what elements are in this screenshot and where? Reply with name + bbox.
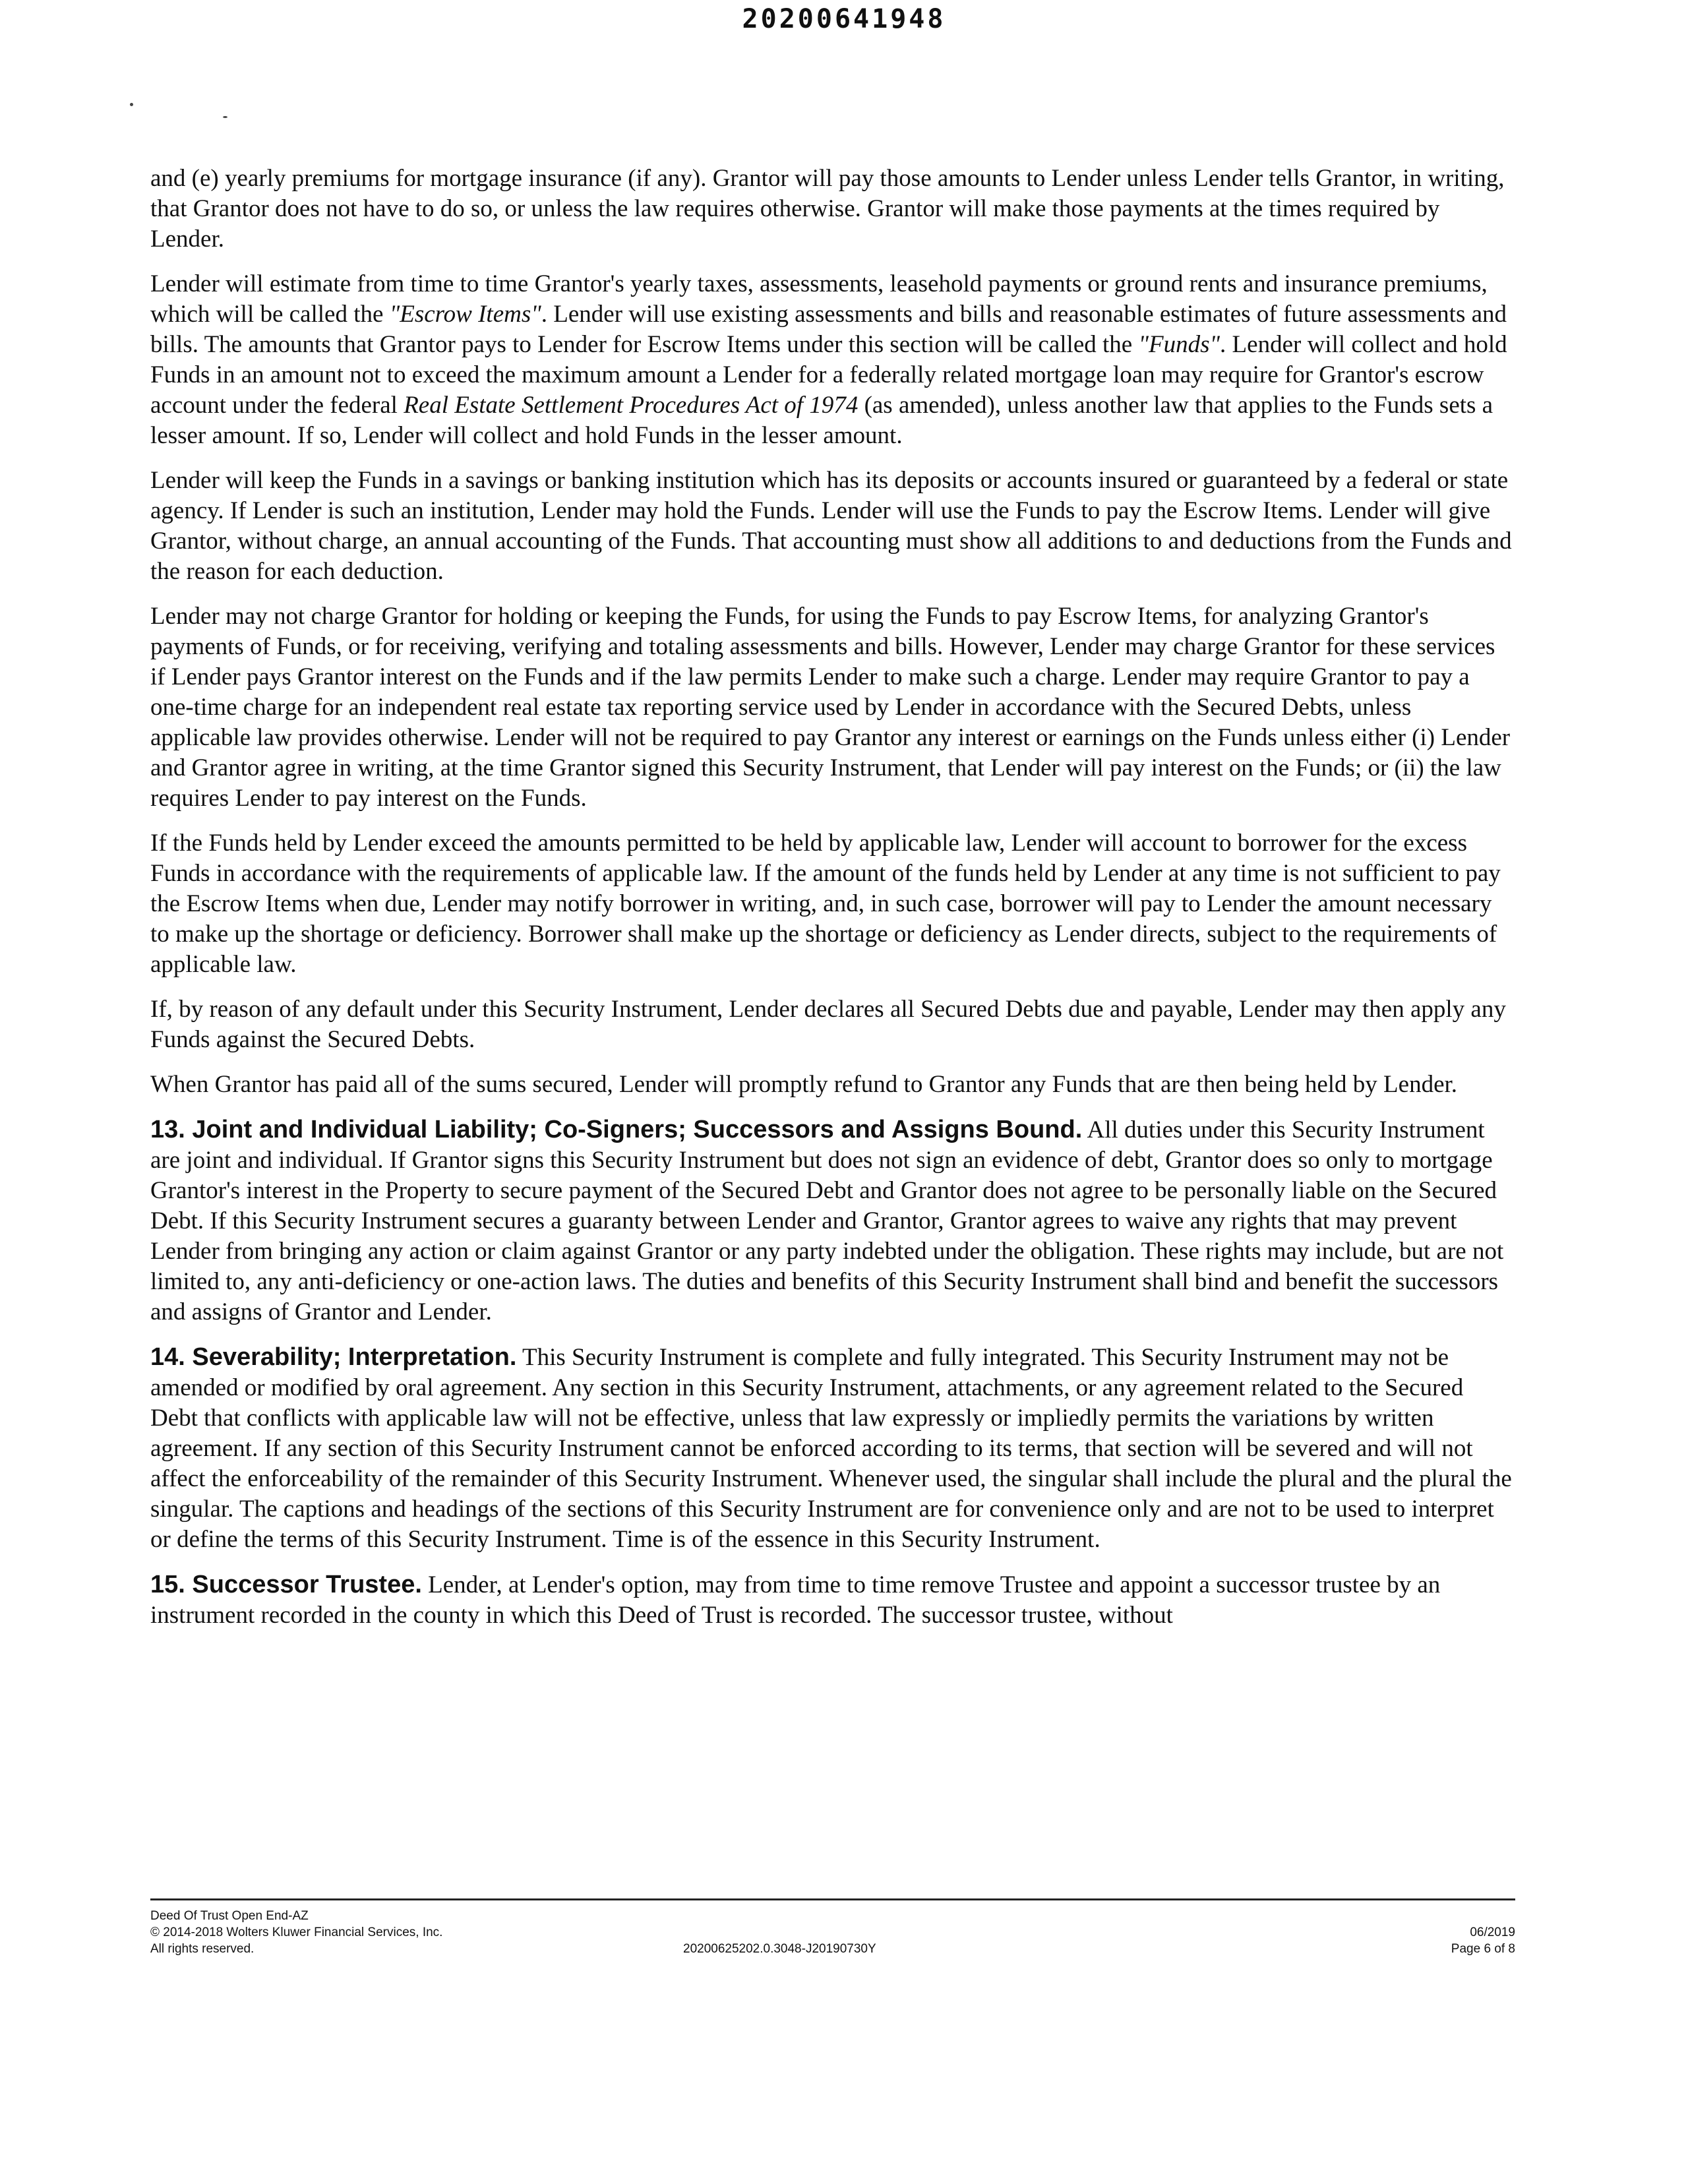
text-segment: . Lender will use existing assessments and bills and reasonable estimates of future assessments and bills. The amounts that Grantor pays to Lender for Escrow Items under this section will be called the <box>150 301 1507 358</box>
form-date: 06/2019 <box>1470 1926 1515 1939</box>
paragraph-default-apply: If, by reason of any default under this Security Instrument, Lender declares all Secured Debts due and payable, Lender may then apply any Funds against the Secured Debts. <box>150 996 1506 1053</box>
escrow-items-term: "Escrow Items" <box>389 301 541 328</box>
scan-speck <box>130 103 133 106</box>
page-number: Page 6 of 8 <box>1451 1942 1515 1956</box>
footer-divider <box>150 1898 1515 1900</box>
section-14 <box>150 1342 1515 1555</box>
copyright-text: © 2014-2018 Wolters Kluwer Financial Services, Inc. <box>150 1926 443 1939</box>
section-15-heading: 15. Successor Trustee. <box>150 1571 422 1598</box>
section-13-heading: 13. Joint and Individual Liability; Co-Signers; Successors and Assigns Bound. <box>150 1116 1083 1143</box>
funds-term: "Funds" <box>1138 331 1221 358</box>
form-name: Deed Of Trust Open End-AZ <box>150 1909 309 1923</box>
scan-speck <box>223 116 227 118</box>
text-segment: (as amended), unless another law that applies to the Funds sets a lesser amount. If so, Lender will collect and hold Funds in the lesser amount. <box>150 392 1493 449</box>
text-segment: Lender will estimate from time to time Grantor's yearly taxes, assessments, leasehold payments or ground rents and insurance premiums, which will be called the <box>150 270 1488 328</box>
recording-number: 20200641948 <box>742 4 946 34</box>
document-body <box>150 164 1515 1645</box>
paragraph-funds-institution: Lender will keep the Funds in a savings or banking institution which has its deposits or accounts insured or guaranteed by a federal or state agency. If Lender is such an institution, Lender may hold the Funds. Lender will use the Funds to pay the Escrow Items. Lender will give Grantor, without charge, an annual accounting of the Funds. That accounting must show all additions to and deductions from the Funds and the reason for each deduction. <box>150 467 1512 585</box>
text-segment: . Lender will collect and hold Funds in an amount not to exceed the maximum amount a Lender for a federally related mortgage loan may require for Grantor's escrow account under the federal <box>150 331 1507 419</box>
rights-text: All rights reserved. <box>150 1942 255 1956</box>
section-13 <box>150 1114 1515 1327</box>
section-14-text: This Security Instrument is complete and fully integrated. This Security Instrument may not be amended or modified by oral agreement. Any section in this Security Instrument, attachments, or any agreement related to the Secured Debt that conflicts with applicable law will not be effective, unless that law expressly or impliedly permits the variations by written agreement. If any section of this Security Instrument cannot be enforced according to its terms, that section will be severed and will not affect the enforceability of the remainder of this Security Instrument. Whenever used, the singular shall include the plural and the plural the singular. The captions and headings of the sections of this Security Instrument are for convenience only and are not to be used to interpret or define the terms of this Security Instrument. Time is of the essence in this Security Instrument. <box>150 1344 1512 1553</box>
paragraph-escrow-premiums: and (e) yearly premiums for mortgage insurance (if any). Grantor will pay those amounts to Lender unless Lender tells Grantor, in writing, that Grantor does not have to do so, or unless the law requires otherwise. Grantor will make those payments at the times required by Lender. <box>150 165 1505 253</box>
paragraph-funds-charges: Lender may not charge Grantor for holding or keeping the Funds, for using the Funds to pay Escrow Items, for analyzing Grantor's payments of Funds, or for receiving, verifying and totaling assessments and bills. However, Lender may charge Grantor for these services if Lender pays Grantor interest on the Funds and if the law permits Lender to make such a charge. Lender may require Grantor to pay a one-time charge for an independent real estate tax reporting service used by Lender in accordance with the Secured Debts, unless applicable law provides otherwise. Lender will not be required to pay Grantor any interest or earnings on the Funds unless either (i) Lender and Grantor agree in writing, at the time Grantor signed this Security Instrument, that Lender will pay interest on the Funds; or (ii) the law requires Lender to pay interest on the Funds. <box>150 603 1511 812</box>
footer-left <box>150 1908 442 1957</box>
section-15 <box>150 1569 1515 1631</box>
section-15-text: Lender, at Lender's option, may from time to time remove Trustee and appoint a successor trustee by an instrument recorded in the county in which this Deed of Trust is recorded. The successor trustee, without <box>150 1571 1441 1629</box>
act-title: Real Estate Settlement Procedures Act of 1974 <box>404 392 859 419</box>
paragraph-excess-funds: If the Funds held by Lender exceed the amounts permitted to be held by applicable law, Lender will account to borrower for the excess Funds in accordance with the requirements of applicable law. If the amount of the funds held by Lender at any time is not sufficient to pay the Escrow Items when due, Lender may notify borrower in writing, and, in such case, borrower will pay to Lender the amount necessary to make up the shortage or deficiency. Borrower shall make up the shortage or deficiency as Lender directs, subject to the requirements of applicable law. <box>150 830 1501 978</box>
paragraph-escrow-estimate <box>150 269 1515 451</box>
page-footer <box>150 1908 1515 1974</box>
document-code: 20200625202.0.3048-J20190730Y <box>683 1942 876 1956</box>
section-14-heading: 14. Severability; Interpretation. <box>150 1343 517 1371</box>
section-13-text: All duties under this Security Instrument are joint and individual. If Grantor signs this Security Instrument but does not sign an evidence of debt, Grantor does so only to mortgage Grantor's interest in the Property to secure payment of the Secured Debt and Grantor does not agree to be personally liable on the Secured Debt. If this Security Instrument secures a guaranty between Lender and Grantor, Grantor agrees to waive any rights that may prevent Lender from bringing any action or claim against Grantor or any party indebted under the obligation. These rights may include, but are not limited to, any anti-deficiency or one-action laws. The duties and benefits of this Security Instrument shall bind and benefit the successors and assigns of Grantor and Lender. <box>150 1116 1504 1325</box>
footer-right <box>1451 1924 1515 1957</box>
paragraph-refund: When Grantor has paid all of the sums secured, Lender will promptly refund to Grantor any Funds that are then being held by Lender. <box>150 1071 1458 1098</box>
